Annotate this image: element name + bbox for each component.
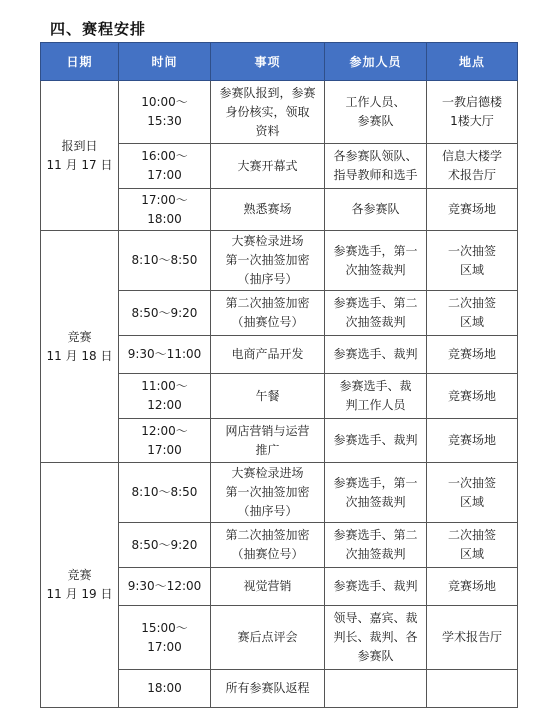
location-cell: 一次抽签 区域	[427, 231, 518, 291]
participants-cell: 参赛选手、第二 次抽签裁判	[325, 523, 427, 568]
location-cell: 二次抽签 区域	[427, 291, 518, 336]
time-cell: 8:10～8:50	[119, 463, 211, 523]
item-cell: 参赛队报到，参赛 身份核实，领取 资料	[211, 81, 325, 144]
participants-cell: 参赛选手、裁判	[325, 568, 427, 606]
table-row	[41, 463, 518, 523]
date-cell: 报到日 11 月 17 日	[41, 81, 119, 231]
time-cell: 9:30～11:00	[119, 336, 211, 374]
column-header-location: 地点	[427, 43, 518, 81]
location-cell: 竞赛场地	[427, 419, 518, 463]
participants-cell: 领导、嘉宾、裁 判长、裁判、各 参赛队	[325, 606, 427, 670]
participants-cell: 工作人员、 参赛队	[325, 81, 427, 144]
time-cell: 8:50～9:20	[119, 523, 211, 568]
location-cell: 竞赛场地	[427, 189, 518, 231]
table-row	[41, 81, 518, 144]
location-cell: 竞赛场地	[427, 336, 518, 374]
participants-cell: 参赛选手、裁判	[325, 336, 427, 374]
location-cell: 学术报告厅	[427, 606, 518, 670]
time-cell: 8:50～9:20	[119, 291, 211, 336]
location-cell: 二次抽签 区域	[427, 523, 518, 568]
location-cell: 竞赛场地	[427, 374, 518, 419]
item-cell: 所有参赛队返程	[211, 670, 325, 708]
date-cell: 竞赛 11 月 18 日	[41, 231, 119, 463]
location-cell: 信息大楼学 术报告厅	[427, 144, 518, 189]
participants-cell: 参赛选手，第一 次抽签裁判	[325, 231, 427, 291]
participants-cell: 参赛选手、裁 判工作人员	[325, 374, 427, 419]
time-cell: 15:00～17:00	[119, 606, 211, 670]
item-cell: 大赛检录进场 第一次抽签加密 （抽序号）	[211, 231, 325, 291]
participants-cell: 各参赛队	[325, 189, 427, 231]
item-cell: 电商产品开发	[211, 336, 325, 374]
participants-cell: 各参赛队领队、 指导教师和选手	[325, 144, 427, 189]
time-cell: 11:00～12:00	[119, 374, 211, 419]
location-cell	[427, 670, 518, 708]
schedule-table	[40, 42, 518, 708]
location-cell: 竞赛场地	[427, 568, 518, 606]
participants-cell	[325, 670, 427, 708]
participants-cell: 参赛选手、第二 次抽签裁判	[325, 291, 427, 336]
date-cell: 竞赛 11 月 19 日	[41, 463, 119, 708]
section-heading: 四、赛程安排	[50, 20, 147, 38]
table-header-row	[41, 43, 518, 81]
participants-cell: 参赛选手、裁判	[325, 419, 427, 463]
item-cell: 熟悉赛场	[211, 189, 325, 231]
time-cell: 17:00～18:00	[119, 189, 211, 231]
item-cell: 第二次抽签加密 （抽赛位号）	[211, 523, 325, 568]
time-cell: 12:00～17:00	[119, 419, 211, 463]
time-cell: 18:00	[119, 670, 211, 708]
time-cell: 10:00～15:30	[119, 81, 211, 144]
item-cell: 大赛检录进场 第一次抽签加密 （抽序号）	[211, 463, 325, 523]
item-cell: 视觉营销	[211, 568, 325, 606]
column-header-participants: 参加人员	[325, 43, 427, 81]
item-cell: 大赛开幕式	[211, 144, 325, 189]
item-cell: 赛后点评会	[211, 606, 325, 670]
item-cell: 网店营销与运营 推广	[211, 419, 325, 463]
table-row	[41, 231, 518, 291]
time-cell: 16:00～17:00	[119, 144, 211, 189]
item-cell: 第二次抽签加密 （抽赛位号）	[211, 291, 325, 336]
location-cell: 一次抽签 区域	[427, 463, 518, 523]
column-header-date: 日期	[41, 43, 119, 81]
time-cell: 8:10～8:50	[119, 231, 211, 291]
participants-cell: 参赛选手，第一 次抽签裁判	[325, 463, 427, 523]
column-header-time: 时间	[119, 43, 211, 81]
column-header-item: 事项	[211, 43, 325, 81]
time-cell: 9:30～12:00	[119, 568, 211, 606]
item-cell: 午餐	[211, 374, 325, 419]
location-cell: 一教启德楼 1楼大厅	[427, 81, 518, 144]
